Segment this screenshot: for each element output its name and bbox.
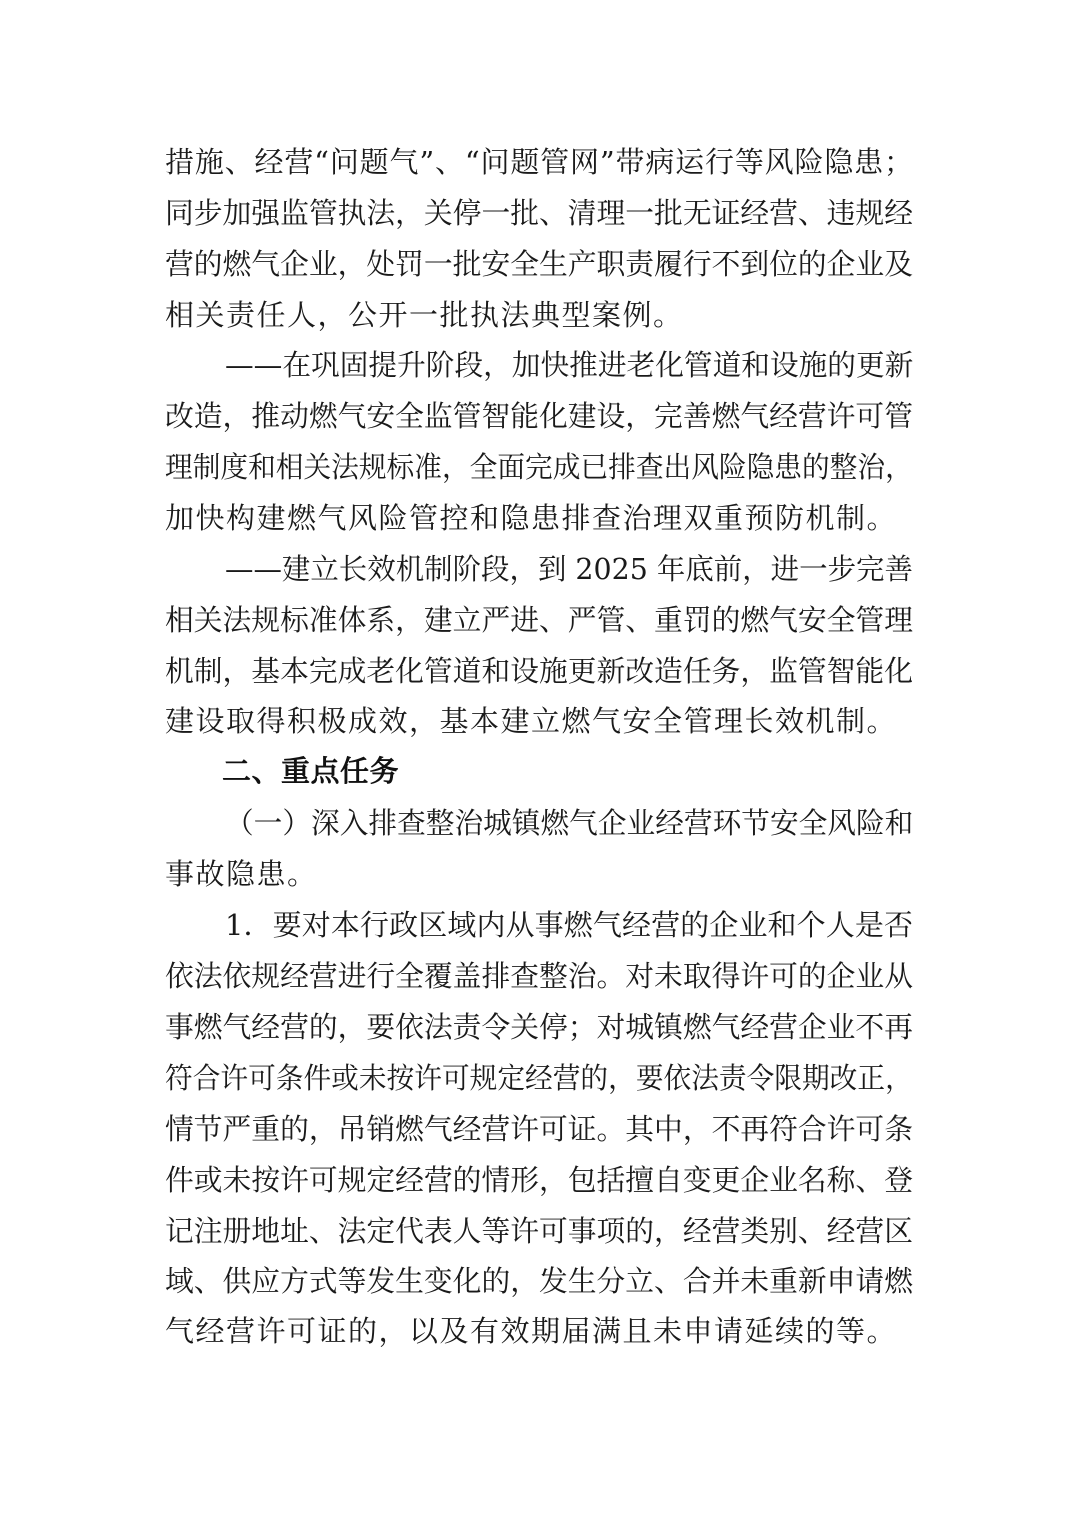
section-heading: 二、重点任务 xyxy=(222,754,400,788)
text-line: ——在巩固提升阶段，加快推进老化管道和设施的更新 xyxy=(225,348,914,382)
text-line: （一）深入排查整治城镇燃气企业经营环节安全风险和 xyxy=(225,806,914,840)
text-line: 1．要对本行政区域内从事燃气经营的企业和个人是否 xyxy=(225,908,913,942)
text-line: 依法依规经营进行全覆盖排查整治。对未取得许可的企业从 xyxy=(165,959,913,993)
text-line: 措施、经营“问题气”、“问题管网”带病运行等风险隐患； xyxy=(165,145,913,179)
text-line: 件或未按许可规定经营的情形，包括擅自变更企业名称、登 xyxy=(165,1163,913,1197)
text-line: 机制，基本完成老化管道和设施更新改造任务，监管智能化 xyxy=(165,654,913,688)
text-line: 理制度和相关法规标准，全面完成已排查出风险隐患的整治， xyxy=(165,450,913,484)
text-line: 域、供应方式等发生变化的，发生分立、合并未重新申请燃 xyxy=(165,1264,913,1298)
text-line: 事燃气经营的，要依法责令关停；对城镇燃气经营企业不再 xyxy=(165,1010,913,1044)
text-line: 符合许可条件或未按许可规定经营的，要依法责令限期改正， xyxy=(165,1061,913,1095)
text-line: 气经营许可证的，以及有效期届满且未申请延续的等。 xyxy=(165,1314,898,1348)
text-line: 相关责任人，公开一批执法典型案例。 xyxy=(165,298,684,332)
text-line: 相关法规标准体系，建立严进、严管、重罚的燃气安全管理 xyxy=(165,603,913,637)
text-line: ——建立长效机制阶段，到 2025 年底前，进一步完善 xyxy=(225,552,913,586)
text-line: 改造，推动燃气安全监管智能化建设，完善燃气经营许可管 xyxy=(165,399,913,433)
text-line: 同步加强监管执法，关停一批、清理一批无证经营、违规经 xyxy=(165,196,913,230)
text-line: 情节严重的，吊销燃气经营许可证。其中，不再符合许可条 xyxy=(165,1112,913,1146)
text-line: 建设取得积极成效，基本建立燃气安全管理长效机制。 xyxy=(165,704,898,738)
text-line: 加快构建燃气风险管控和隐患排查治理双重预防机制。 xyxy=(165,501,898,535)
text-line: 事故隐患。 xyxy=(165,857,318,891)
text-line: 营的燃气企业，处罚一批安全生产职责履行不到位的企业及 xyxy=(165,247,913,281)
text-line: 记注册地址、法定代表人等许可事项的，经营类别、经营区 xyxy=(165,1214,913,1248)
